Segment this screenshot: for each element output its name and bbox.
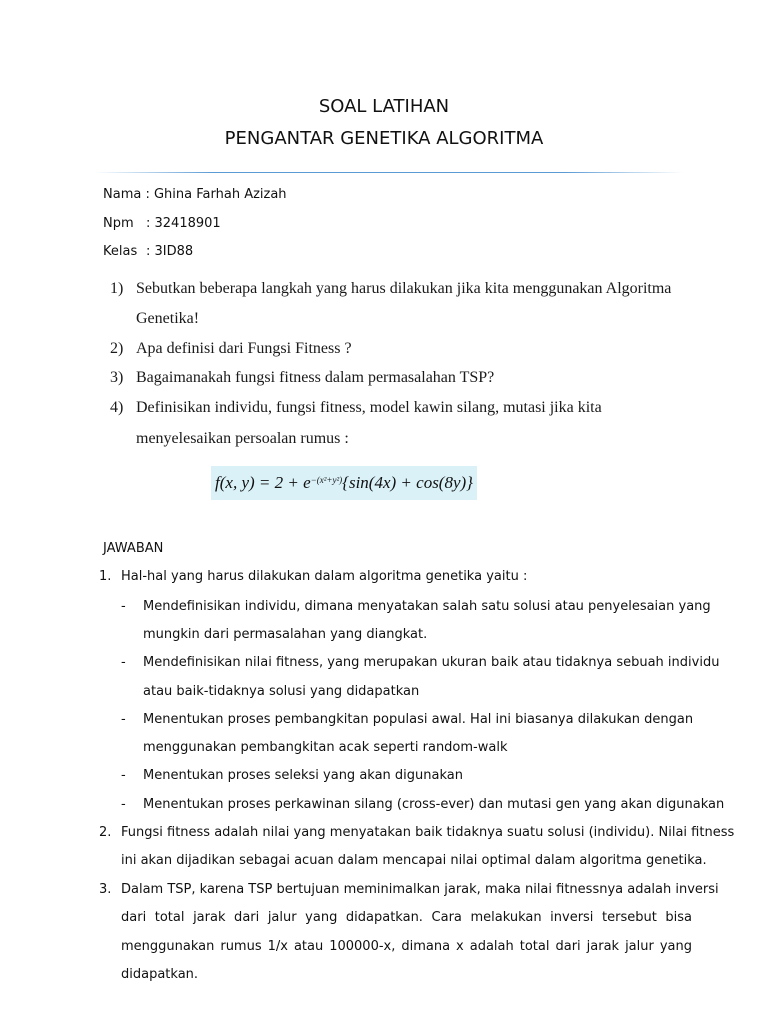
formula-left: f(x, y) = 2 + e — [215, 473, 311, 492]
document-title: SOAL LATIHAN — [318, 96, 450, 117]
bullet-dash: - — [121, 712, 126, 727]
bullet-dash: - — [121, 655, 126, 670]
npm-value: : 32418901 — [146, 216, 221, 231]
bullet-dash: - — [121, 599, 126, 614]
formula-exponent: −(x²+y²) — [310, 475, 343, 485]
answers-heading: JAWABAN — [103, 541, 164, 556]
answer-text: Fungsi fitness adalah nilai yang menyatakan baik tidaknya suatu solusi (individu). Nilai fitness — [121, 825, 735, 840]
bullet-text: Menentukan proses pembangkitan populasi awal. Hal ini biasanya dilakukan dengan — [143, 712, 694, 727]
kelas-value: : 3ID88 — [146, 244, 194, 259]
formula-right: {sin(4x) + cos(8y)} — [342, 473, 473, 492]
bullet-text: Mendefinisikan nilai fitness, yang merupakan ukuran baik atau tidaknya sebuah individu — [143, 655, 720, 670]
question-text: menyelesaikan persoalan rumus : — [136, 430, 349, 447]
bullet-text: Mendefinisikan individu, dimana menyatakan salah satu solusi atau penyelesaian yang — [143, 599, 711, 614]
student-npm-row — [103, 216, 221, 231]
bullet-text: mungkin dari permasalahan yang diangkat. — [143, 627, 428, 642]
question-number: 3) — [110, 369, 124, 386]
kelas-label: Kelas — [103, 244, 138, 259]
answer-text: dari total jarak dari jalur yang didapatkan. Cara melakukan inversi tersebut bisa — [121, 910, 692, 925]
question-text: Apa definisi dari Fungsi Fitness ? — [136, 340, 352, 357]
answer-number: 1. — [99, 569, 112, 584]
bullet-text: Menentukan proses seleksi yang akan digunakan — [143, 768, 463, 783]
answer-number: 3. — [99, 882, 112, 897]
formula-box — [211, 466, 477, 500]
npm-label: Npm — [103, 216, 134, 231]
answer-text: Hal-hal yang harus dilakukan dalam algoritma genetika yaitu : — [121, 569, 528, 584]
question-text: Bagaimanakah fungsi fitness dalam permasalahan TSP? — [136, 369, 495, 386]
bullet-dash: - — [121, 768, 126, 783]
answer-text: didapatkan. — [121, 967, 199, 982]
bullet-text: Menentukan proses perkawinan silang (cross-ever) dan mutasi gen yang akan digunakan — [143, 797, 725, 812]
bullet-text: menggunakan pembangkitan acak seperti random-walk — [143, 740, 508, 755]
answer-text: ini akan dijadikan sebagai acuan dalam mencapai nilai optimal dalam algoritma genetika. — [121, 853, 707, 868]
answer-number: 2. — [99, 825, 112, 840]
bullet-text: atau baik-tidaknya solusi yang didapatkan — [143, 684, 420, 699]
answer-text: menggunakan rumus 1/x atau 100000-x, dimana x adalah total dari jarak jalur yang — [121, 939, 692, 954]
student-name-row — [103, 187, 287, 202]
nama-value: Ghina Farhah Azizah — [153, 187, 287, 202]
title-divider — [95, 172, 683, 173]
question-text: Genetika! — [136, 310, 200, 327]
question-text: Definisikan individu, fungsi fitness, model kawin silang, mutasi jika kita — [136, 399, 602, 416]
question-number: 4) — [110, 399, 124, 416]
nama-label: Nama : — [103, 187, 150, 202]
document-subtitle: PENGANTAR GENETIKA ALGORITMA — [224, 128, 544, 149]
student-kelas-row — [103, 244, 193, 259]
answer-text: Dalam TSP, karena TSP bertujuan meminimalkan jarak, maka nilai fitnessnya adalah inversi — [121, 882, 719, 897]
question-text: Sebutkan beberapa langkah yang harus dilakukan jika kita menggunakan Algoritma — [136, 280, 672, 297]
question-number: 1) — [110, 280, 124, 297]
question-number: 2) — [110, 340, 124, 357]
bullet-dash: - — [121, 797, 126, 812]
